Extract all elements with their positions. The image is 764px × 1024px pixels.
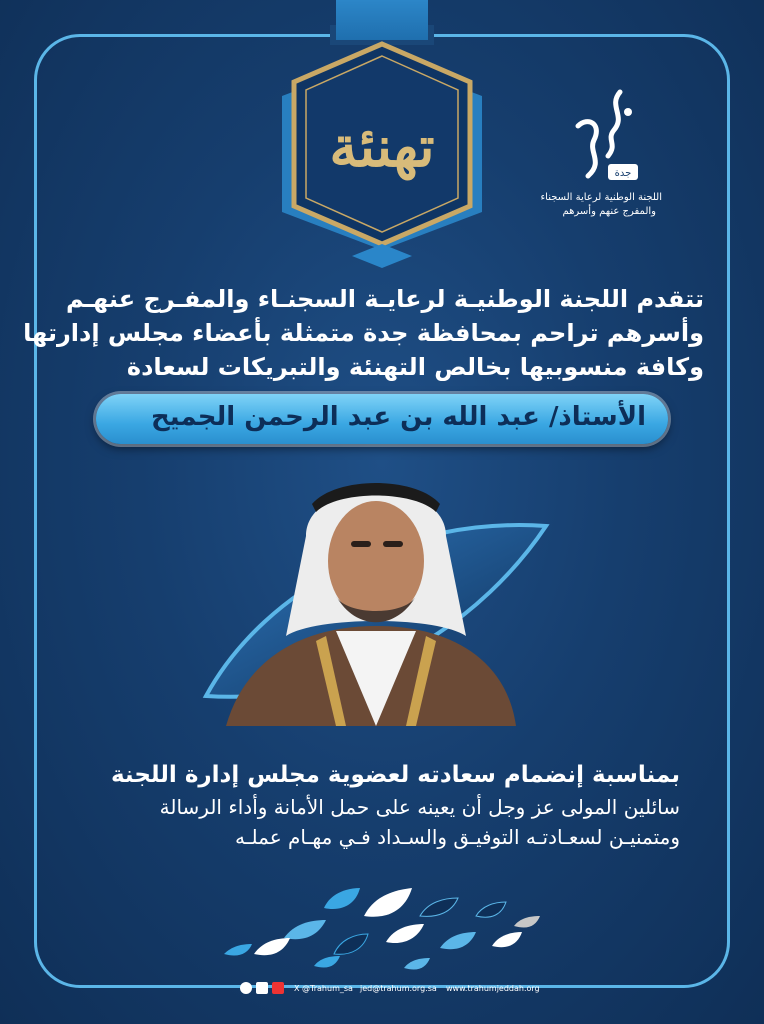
honoree-portrait (186, 446, 566, 746)
emblem-icon (240, 982, 252, 994)
logo-line-2: والمفرج عنهم وأسرهم (562, 206, 656, 217)
message-line-1: بمناسبة إنضمام سعادته لعضوية مجلس إدارة اللجنة (110, 762, 680, 788)
badge-calligraphy: تهنئة (329, 114, 435, 180)
footer-contacts (240, 980, 560, 1000)
intro-line-3: وكافة منسوبيها بخالص التهنئة والتبريكات لسعادة (126, 353, 704, 381)
website-link[interactable]: www.trahumjeddah.org (446, 984, 540, 993)
intro-text (23, 282, 704, 384)
honoree-name: الأستاذ/ عبد الله بن عبد الرحمن الجميح (151, 402, 646, 432)
email-address[interactable]: jed@trahum.org.sa (360, 984, 437, 993)
top-ribbon (336, 0, 428, 40)
intro-line-2: وأسرهم تراحم بمحافظة جدة متمثلة بأعضاء مجلس إدارتها (23, 319, 704, 347)
partner-logo-icon (272, 982, 284, 994)
message-line-3: ومتمنيـن لسعـادتـه التوفيـق والسـداد فـي مهـام عملـه (234, 825, 680, 849)
logo-mark-icon (558, 86, 642, 186)
sponsor-logo-icon (256, 982, 268, 994)
logo-city: جدة (614, 168, 632, 179)
congratulation-message (80, 758, 680, 852)
congratulations-badge (262, 38, 502, 270)
honoree-name-bar (96, 394, 668, 444)
message-line-2: سائلين المولى عز وجل أن يعينه على حمل الأمانة وأداء الرسالة (159, 795, 680, 819)
organization-logo (530, 86, 670, 236)
twitter-handle[interactable]: X @Trahum_sa (294, 984, 353, 993)
intro-line-1: تتقدم اللجنة الوطنيـة لرعايـة السجنـاء والمفـرج عنهـم (66, 285, 704, 313)
leaves-decoration (214, 876, 554, 976)
logo-line-1: اللجنة الوطنية لرعاية السجناء (540, 192, 662, 203)
leaf-icon (224, 888, 540, 970)
